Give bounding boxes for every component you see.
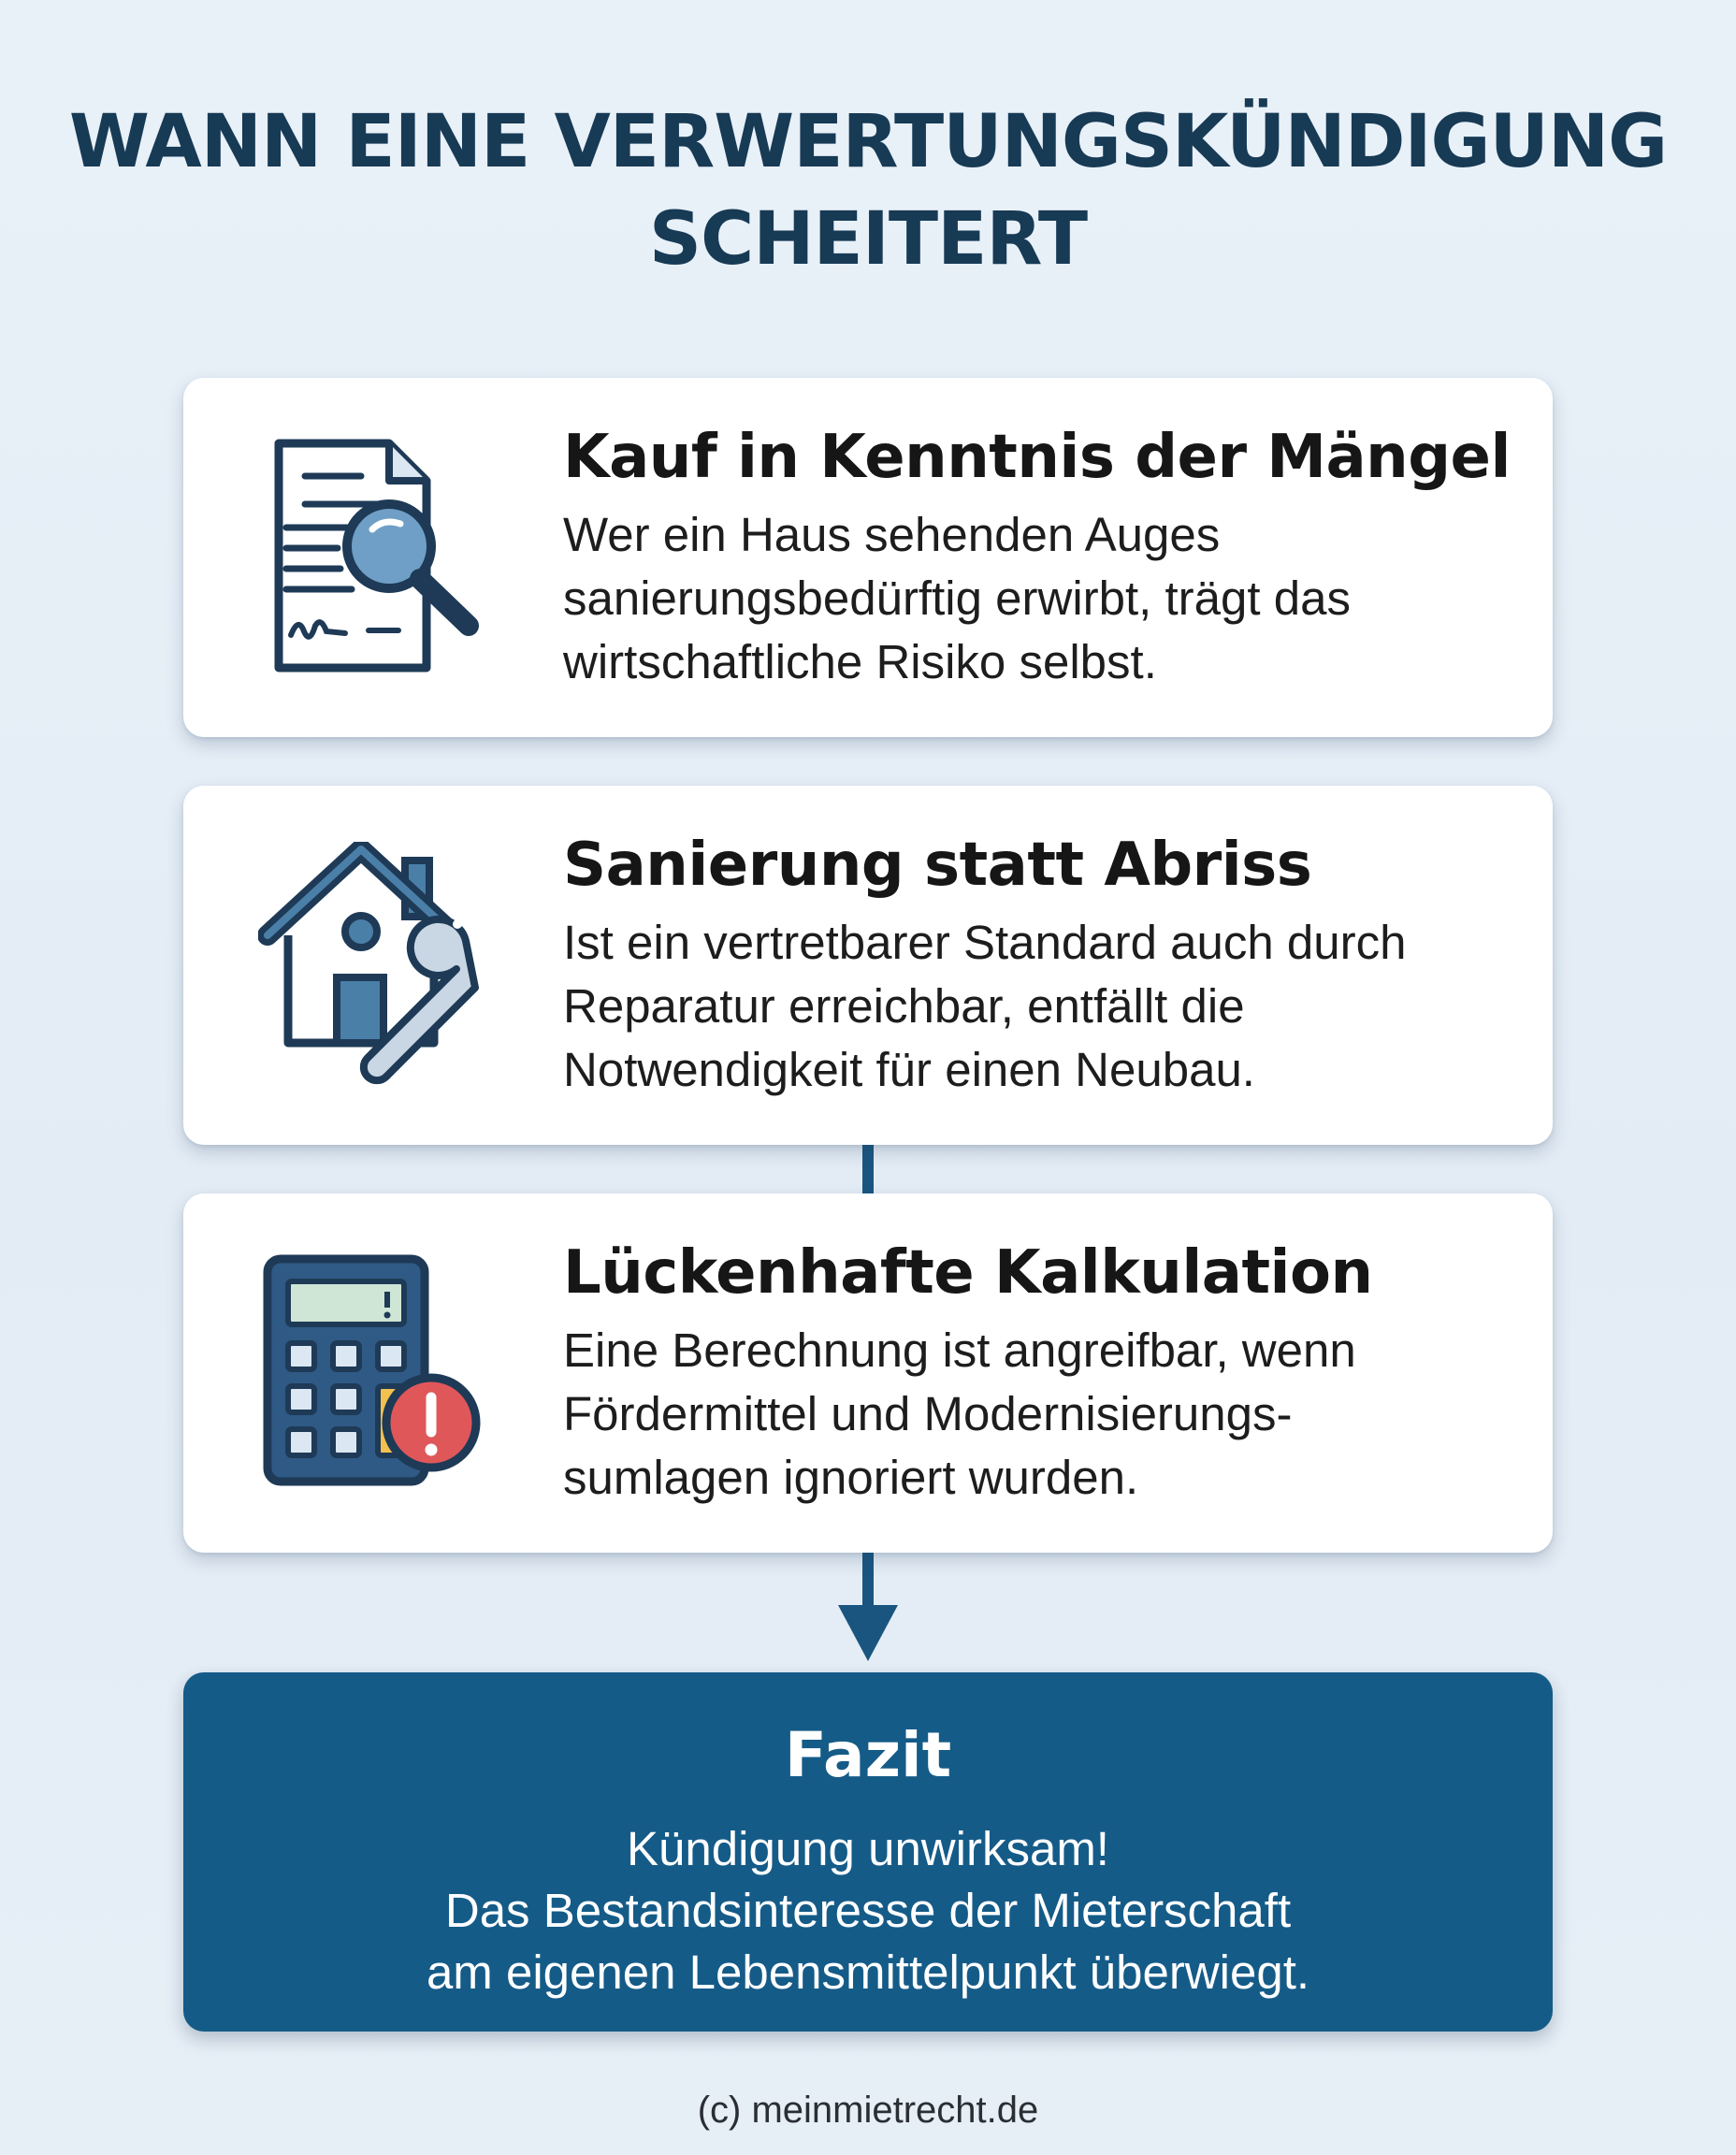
connector-line — [862, 1143, 874, 1193]
card-heading: Sanierung statt Abriss — [563, 831, 1312, 900]
house-wrench-icon — [258, 842, 492, 1085]
fazit-text-line: Das Bestandsinteresse der Mieterschaft — [444, 1884, 1292, 1937]
document-magnifier-icon — [258, 434, 492, 677]
card-kalkulation — [183, 1193, 1553, 1553]
card-heading: Lückenhafte Kalkulation — [563, 1238, 1373, 1308]
connector-line — [862, 1553, 874, 1609]
card-text-line: Notwendigkeit für einen Neubau. — [563, 1043, 1255, 1096]
calculator-warning-icon — [258, 1250, 492, 1493]
copyright-footer: (c) meinmietrecht.de — [697, 2090, 1039, 2131]
fazit-heading: Fazit — [784, 1719, 952, 1791]
card-text-line: Reparatur erreichbar, entfällt die — [563, 979, 1245, 1033]
card-text-line: Wer ein Haus sehenden Auges — [563, 508, 1221, 561]
card-text-line: sanierungsbedürftig erwirbt, trägt das — [563, 571, 1351, 625]
card-text-line: Fördermittel und Modernisierungs- — [563, 1387, 1293, 1440]
page-title — [0, 94, 1736, 288]
fazit-box — [183, 1672, 1553, 2032]
card-text-line: Eine Berechnung ist angreifbar, wenn — [563, 1323, 1356, 1377]
card-text-line: sumlagen ignoriert wurden. — [563, 1451, 1139, 1504]
card-heading: Kauf in Kenntnis der Mängel — [563, 423, 1511, 492]
title-line-1: WANN EINE VERWERTUNGSKÜNDIGUNG — [68, 100, 1668, 184]
card-sanierung — [183, 786, 1553, 1145]
arrow-down-icon — [838, 1605, 898, 1661]
card-kauf — [183, 378, 1553, 737]
fazit-text-line: Kündigung unwirksam! — [627, 1822, 1109, 1875]
card-text-line: Ist ein vertretbarer Standard auch durch — [563, 916, 1407, 969]
card-text-line: wirtschaftliche Risiko selbst. — [563, 635, 1157, 688]
fazit-text-line: am eigenen Lebensmittelpunkt überwiegt. — [426, 1945, 1310, 1999]
title-line-2: SCHEITERT — [648, 197, 1088, 282]
